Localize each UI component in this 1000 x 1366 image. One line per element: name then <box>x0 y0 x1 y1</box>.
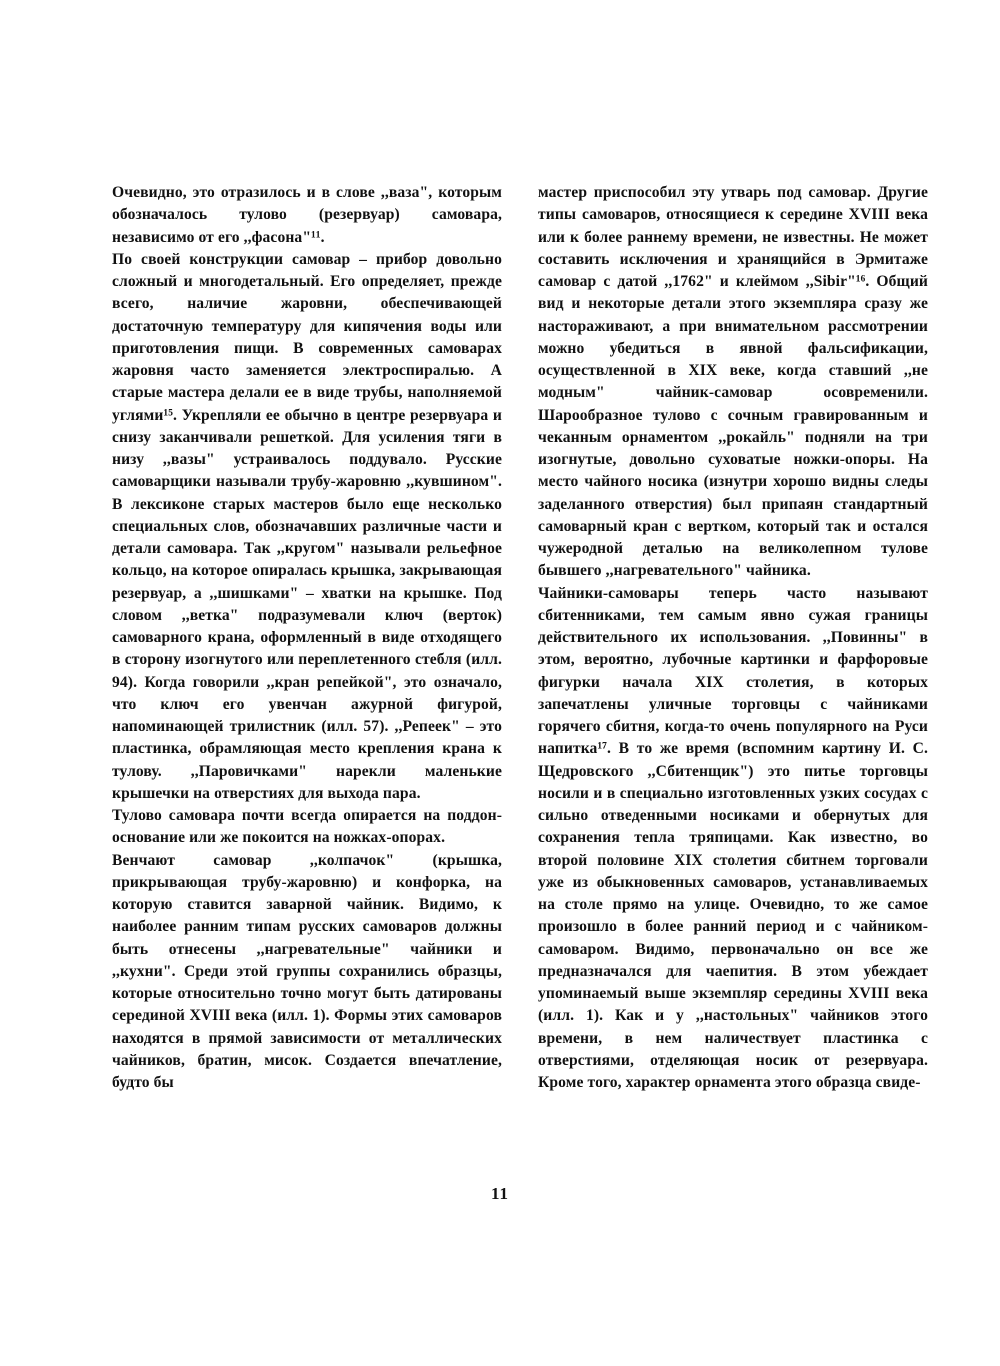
paragraph: Венчают самовар ,,колпачок" (крышка, прикрывающая трубу-жаровню) и конфорка, на которую ставится заварной чайник. Видимо, к наиболее ранним типам русских самоваров должны быть отнесены ,,нагревательные" чайники и ,,кухни". Среди этой группы сохранились образцы, которые относительно точно могут быть датированы серединой XVIII века (илл. 1). Формы этих самоваров находятся в прямой зависимости от металлических чайников, братин, мисок. Создается впечатление, будто бы <box>112 851 502 1091</box>
right-text-column <box>538 182 928 1094</box>
paragraph: Чайники-самовары теперь часто называют сбитенниками, тем самым явно сужая границы действительного их использования. ,,Повинны" в этом, вероятно, лубочные картинки и фарфоровые фигурки начала XIX столетия, в которых запечатлены уличные торговцы с чайниками горячего сбитня, когда-то очень популярного на Руси напитка¹⁷. В то же время (вспомним картину И. С. Щедровского ,,Сбитенщик") это питье торговцы носили и в специально изготовленных узких сосудах с сильно отведенными носиками и обернутых для сохранения тепла тряпицами. Как известно, во второй половине XIX столетия сбитнем торговали уже из обыкновенных самоваров, устанавливаемых на столе прямо на улице. Очевидно, то же самое произошло в более ранний период и с чайником-самоваром. Видимо, первоначально он все же предназначался для чаепития. В этом убеждает упоминаемый выше экземпляр середины XVIII века (илл. 1). Как и у ,,настольных" чайников этого времени, в нем наличествует пластинка с отверстиями, отделяющая носик от резервуара. Кроме того, характер орнамента этого образца свиде- <box>538 584 928 1091</box>
paragraph: Тулово самовара почти всегда опирается на поддон-основание или же покоится на ножках-опорах. <box>112 807 502 847</box>
page-number: 11 <box>490 1184 510 1203</box>
paragraph: мастер приспособил эту утварь под самовар. Другие типы самоваров, относящиеся к середине XVIII века или к более раннему времени, не известны. Не может составить исключения и хранящийся в Эрмитаже самовар с датой ,,1762" и клеймом ,,Sibir"¹⁶. Общий вид и некоторые детали этого экземпляра сразу же настораживают, а при внимательном рассмотрении можно убедиться в явной фальсификации, осуществленной в XIX веке, когда ставший ,,не модным" чайник-самовар осовременили. Шарообразное тулово с сочным гравированным и чеканным орнаментом ,,рокайль" подняли на три изогнутые, довольно суховатые ножки-опоры. На место чайного носика (изнутри хорошо видны следы заделанного отверстия) был припаян стандартный самоварный кран с вертком, который так и остался чужеродной деталью на великолепном тулове бывшего ,,нагревательного" чайника. <box>538 184 928 580</box>
paragraph: Очевидно, это отразилось и в слове ,,ваза", которым обозначалось тулово (резервуар) самовара, независимо от его ,,фасона"¹¹. <box>112 184 502 246</box>
left-text-column <box>112 182 502 1094</box>
paragraph: По своей конструкции самовар – прибор довольно сложный и многодетальный. Его определяет, прежде всего, наличие жаровни, обеспечивающей достаточную температуру для кипячения воды или приготовления пищи. В современных самоварах жаровня часто заменяется электроспиралью. А старые мастера делали ее в виде трубы, наполняемой углями¹⁵. Укрепляли ее обычно в центре резервуара и снизу заканчивали решеткой. Для усиления тяги в низу ,,вазы" устраивалось поддувало. Русские самоварщики называли трубу-жаровню ,,кувшином". В лексиконе старых мастеров было еще несколько специальных слов, обозначавших различные части и детали самовара. Так ,,кругом" называли рельефное кольцо, на которое опиралась крышка, закрывающая резервуар, а ,,шишками" – хватки на крышке. Под словом ,,ветка" подразумевали ключ (верток) самоварного крана, оформленный в виде отходящего в сторону изогнутого или переплетенного стебля (илл. 94). Когда говорили ,,кран репейкой", это означало, что ключ его увенчан ажурной фигурой, напоминающей трилистник (илл. 57). ,,Репеек" – это пластинка, обрамляющая место крепления крана к тулову. ,,Паровичками" нарекли маленькие крышечки на отверстиях для выхода пара. <box>112 250 502 802</box>
